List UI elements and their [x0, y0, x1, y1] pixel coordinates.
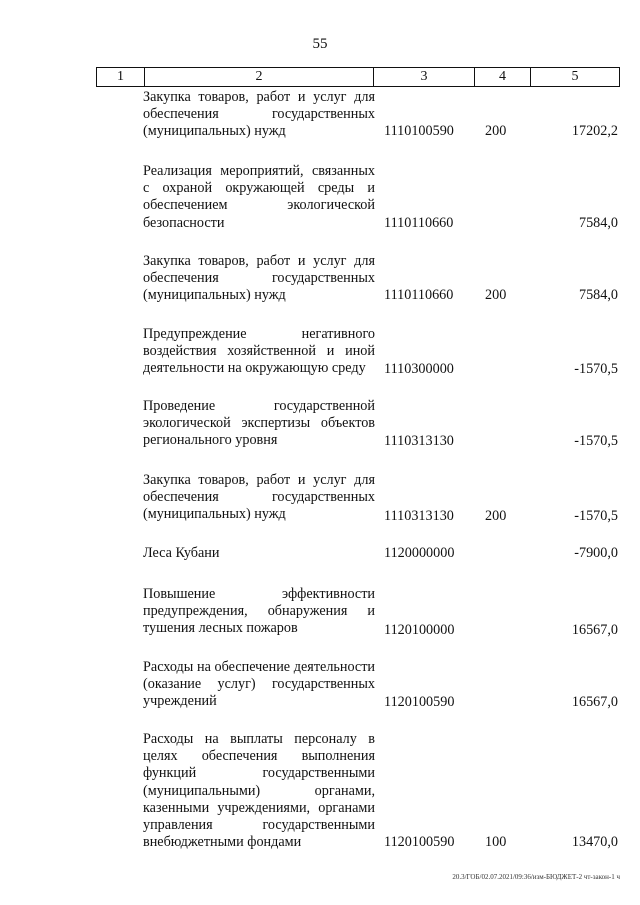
header-col-3: 3: [373, 68, 474, 86]
row-description: Расходы на обеспечение деятельности (оказание услуг) государственных учреждений: [143, 659, 375, 710]
row-code: 1110313130: [384, 508, 454, 524]
row-description: Проведение государственной экологической экспертизы объектов регионального уровня: [143, 398, 375, 449]
row-amount: 7584,0: [578, 287, 618, 303]
row-code: 1120100590: [384, 834, 455, 850]
row-code: 1110300000: [384, 361, 454, 377]
row-expense-type: 200: [485, 123, 507, 139]
row-expense-type: 100: [485, 834, 507, 850]
row-amount: 16567,0: [571, 694, 618, 710]
page-number: 55: [312, 36, 328, 52]
header-col-4: 4: [474, 68, 530, 86]
row-amount: 7584,0: [578, 215, 618, 231]
row-expense-type: 200: [485, 287, 507, 303]
row-amount: 17202,2: [571, 123, 618, 139]
row-amount: 16567,0: [571, 622, 618, 638]
row-code: 1110100590: [384, 123, 454, 139]
row-amount: -1570,5: [574, 433, 618, 449]
header-col-5: 5: [530, 68, 619, 86]
row-description: Закупка товаров, работ и услуг для обеспечения государственных (муниципальных) нужд: [143, 89, 375, 140]
row-expense-type: 200: [485, 508, 507, 524]
header-col-1: 1: [117, 69, 124, 84]
row-code: 1120000000: [384, 545, 455, 561]
row-code: 1110110660: [384, 287, 454, 303]
header-col-2: 2: [144, 68, 373, 86]
row-amount: -1570,5: [574, 508, 618, 524]
row-description: Реализация мероприятий, связанных с охраной окружающей среды и обеспечением экологической безопасности: [143, 163, 375, 231]
row-code: 1120100590: [384, 694, 455, 710]
row-description: Расходы на выплаты персоналу в целях обеспечения выполнения функций государственными (муниципальными) органами, казенными учреждениями, органами управления государственными внебюджетными фондами: [143, 731, 375, 851]
row-description: Предупреждение негативного воздействия хозяйственной и иной деятельности на окружающую среду: [143, 326, 375, 377]
table-header: [96, 67, 620, 87]
row-amount: 13470,0: [571, 834, 618, 850]
footer-stamp: 20.3/ГОБ/02.07.2021/09:36/изм-БЮДЖЕТ-2 чт-закон-1 ч: [452, 873, 620, 881]
row-description: Леса Кубани: [143, 545, 220, 561]
row-description: Закупка товаров, работ и услуг для обеспечения государственных (муниципальных) нужд: [143, 253, 375, 304]
row-code: 1110313130: [384, 433, 454, 449]
row-amount: -1570,5: [574, 361, 618, 377]
row-amount: -7900,0: [574, 545, 618, 561]
row-description: Закупка товаров, работ и услуг для обеспечения государственных (муниципальных) нужд: [143, 472, 375, 523]
row-description: Повышение эффективности предупреждения, обнаружения и тушения лесных пожаров: [143, 586, 375, 637]
row-code: 1120100000: [384, 622, 455, 638]
row-code: 1110110660: [384, 215, 454, 231]
